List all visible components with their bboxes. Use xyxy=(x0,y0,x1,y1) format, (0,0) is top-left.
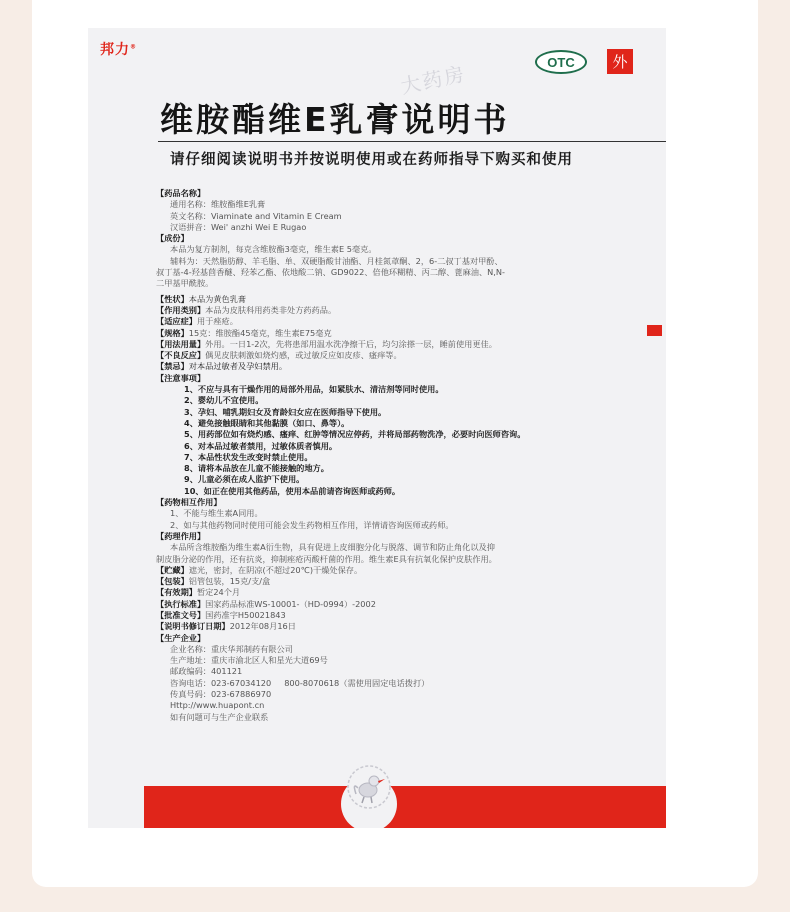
footer-red-band xyxy=(144,786,666,828)
ingredients-line: 辅料为：天然脂肪醇、羊毛脂、单、双硬脂酸甘油酯、月桂氮䓬酮、2，6-二叔丁基对甲酚、 xyxy=(170,255,503,266)
otc-badge: OTC xyxy=(535,50,587,74)
manufacturer-postcode: 邮政编码：401121 xyxy=(170,666,243,677)
leaflet-body xyxy=(156,188,656,723)
adverse-text: 偶见皮肤刺激如烧灼感，或过敏反应如皮疹、瘙痒等。 xyxy=(205,350,402,361)
section-heading-storage: 【贮藏】 xyxy=(156,564,189,575)
manufacturer-fax: 传真号码：023-67886970 xyxy=(170,689,272,700)
validity-text: 暂定24个月 xyxy=(196,587,241,598)
approval-text: 国药准字H50021843 xyxy=(205,609,286,620)
ingredients-line: 二甲基甲酰胺。 xyxy=(156,278,214,289)
character-text: 本品为黄色乳膏 xyxy=(188,293,247,304)
section-heading-standard: 【执行标准】 xyxy=(156,598,206,609)
section-heading-adverse: 【不良反应】 xyxy=(156,350,206,361)
english-name: 英文名称：Viaminate and Vitamin E Cream xyxy=(170,210,342,221)
precaution-item: 8、请将本品放在儿童不能接触的地方。 xyxy=(184,463,329,474)
section-heading-drug-name: 【药品名称】 xyxy=(156,188,206,198)
section-heading-contraindications: 【禁忌】 xyxy=(156,361,189,372)
external-use-badge: 外 xyxy=(607,49,633,74)
leaflet-title: 维胺酯维E乳膏说明书 xyxy=(160,100,510,139)
specification-text: 15克：维胺酯45毫克，维生素E75毫克 xyxy=(188,327,332,338)
section-heading-revision: 【说明书修订日期】 xyxy=(156,621,230,632)
manufacturer-contact-note: 如有问题可与生产企业联系 xyxy=(170,711,269,722)
section-heading-precautions: 【注意事项】 xyxy=(156,372,206,383)
manufacturer-address: 生产地址：重庆市渝北区人和星光大道69号 xyxy=(170,655,328,666)
pharmacology-line: 制皮脂分泌的作用，还有抗炎，抑制痤疮丙酸杆菌的作用。维生素E具有抗氧化保护皮肤作用。 xyxy=(156,553,497,564)
package-text: 铝管包装，15克/支/盒 xyxy=(188,576,271,587)
interaction-line: 1、不能与维生素A同用。 xyxy=(170,508,263,519)
section-heading-character: 【性状】 xyxy=(156,293,189,304)
title-divider xyxy=(158,141,666,142)
manufacturer-name: 企业名称：重庆华邦制药有限公司 xyxy=(170,643,293,654)
ingredients-line: 本品为复方制剂，每克含维胺酯3毫克，维生素E 5毫克。 xyxy=(170,244,377,255)
leaflet-subtitle: 请仔细阅读说明书并按说明使用或在药师指导下购买和使用 xyxy=(170,152,573,168)
mascot-bird-icon xyxy=(346,764,392,810)
pharmacology-line: 本品所含维胺酯为维生素A衍生物，具有促进上皮细胞分化与脱落、调节和防止角化以及抑 xyxy=(170,542,495,553)
side-red-marker xyxy=(647,325,662,336)
manufacturer-phone: 咨询电话：023-67034120 xyxy=(170,677,272,688)
precaution-item: 6、对本品过敏者禁用，过敏体质者慎用。 xyxy=(184,440,338,451)
common-name: 通用名称：维胺酯维E乳膏 xyxy=(170,199,266,210)
brand-logo: 邦力® xyxy=(100,42,137,58)
storage-text: 遮光，密封，在阴凉(不超过20℃)干燥处保存。 xyxy=(188,564,363,575)
section-heading-usage: 【用法用量】 xyxy=(156,338,206,349)
manufacturer-hotline: 800-8070618（需使用固定电话拨打） xyxy=(284,677,430,688)
leaflet-image xyxy=(88,28,666,828)
category-text: 本品为皮肤科用药类非处方药药品。 xyxy=(205,304,337,315)
precaution-item: 4、避免接触眼睛和其他黏膜（如口、鼻等）。 xyxy=(184,417,350,428)
precaution-item: 2、婴幼儿不宜使用。 xyxy=(184,395,264,406)
section-heading-specification: 【规格】 xyxy=(156,327,189,338)
section-heading-package: 【包装】 xyxy=(156,576,189,587)
section-heading-ingredients: 【成份】 xyxy=(156,233,189,244)
contraindications-text: 对本品过敏者及孕妇禁用。 xyxy=(188,361,288,372)
precaution-item: 7、本品性状发生改变时禁止使用。 xyxy=(184,451,313,462)
section-heading-indications: 【适应症】 xyxy=(156,316,197,327)
watermark: 大药房 xyxy=(398,61,469,99)
indications-text: 用于痤疮。 xyxy=(196,316,238,327)
ingredients-line: 叔丁基-4-羟基茴香醚、羟苯乙酯、依地酸二钠、GD9022、倍他环糊精、丙二醇、蓖麻油、N,N- xyxy=(156,267,505,278)
section-heading-manufacturer: 【生产企业】 xyxy=(156,632,206,643)
precaution-item: 3、孕妇、哺乳期妇女及育龄妇女应在医师指导下使用。 xyxy=(184,406,387,417)
precaution-item: 5、用药部位如有烧灼感、瘙痒、红肿等情况应停药，并将局部药物洗净，必要时向医师咨询。 xyxy=(184,429,526,440)
section-heading-pharmacology: 【药理作用】 xyxy=(156,530,206,541)
precaution-item: 1、不应与具有干燥作用的局部外用品，如紧肤水、清洁剂等同时使用。 xyxy=(184,384,444,395)
section-heading-validity: 【有效期】 xyxy=(156,587,197,598)
usage-text: 外用。一日1-2次，先将患部用温水洗净擦干后，均匀涂搽一层，睡前使用更佳。 xyxy=(205,338,497,349)
section-heading-approval: 【批准文号】 xyxy=(156,609,206,620)
precaution-item: 10、如正在使用其他药品，使用本品前请咨询医师或药师。 xyxy=(184,485,401,496)
interaction-line: 2、如与其他药物同时使用可能会发生药物相互作用，详情请咨询医师或药师。 xyxy=(170,519,454,530)
manufacturer-phone-row xyxy=(156,678,656,689)
section-heading-category: 【作用类别】 xyxy=(156,304,206,315)
standard-text: 国家药品标准WS-10001-（HD-0994）-2002 xyxy=(205,598,376,609)
revision-text: 2012年08月16日 xyxy=(229,621,296,632)
section-heading-interactions: 【药物相互作用】 xyxy=(156,497,222,508)
manufacturer-website: Http://www.huapont.cn xyxy=(170,700,265,711)
pinyin-name: 汉语拼音：Wei' anzhi Wei E Rugao xyxy=(170,221,307,232)
precaution-item: 9、儿童必须在成人监护下使用。 xyxy=(184,474,305,485)
